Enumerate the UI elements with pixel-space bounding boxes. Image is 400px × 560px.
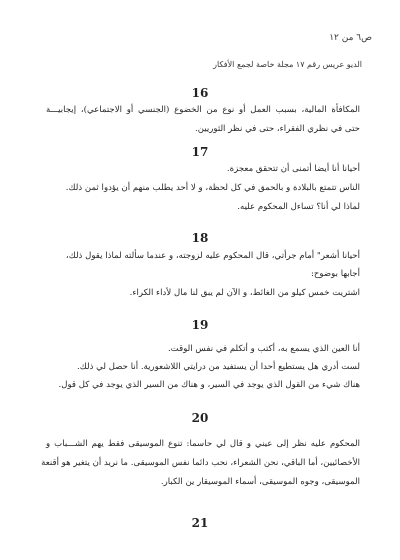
section-20-line-1: المحكوم عليه نظر إلى عيني و قال لي حاسما: تنوع الموسيقى فقط يهم الشـــباب و <box>46 439 360 449</box>
section-17-line-1: أحيانا أنا أيضا أتمنى أن تتحقق معجزة. <box>226 164 360 174</box>
section-20-line-3: الموسيقى، وجوه الموسيقى، أسماء الموسيقار ين الكبار. <box>160 477 360 487</box>
section-number-20: 20 <box>191 411 209 425</box>
section-number-19: 19 <box>191 318 209 332</box>
section-17-line-2: الناس تتمتع بالبلادة و بالحمق في كل لحظة، و لا أحد يطلب منهم أن يؤدوا ثمن ذلك. <box>65 183 360 193</box>
section-17-line-3: لماذا لي أنا؟ تساءل المحكوم عليه. <box>237 202 360 212</box>
section-number-16: 16 <box>191 86 209 100</box>
section-18-line-1: أحيانا أشعر" أمام جرأتي، قال المحكوم عليه لزوجته، و عندما سألته لماذا يقول ذلك، <box>65 251 360 261</box>
section-19-line-3: هناك شيء من القول الذي يوجد في السير، و هناك من السير الذي يوجد في كل قول. <box>58 380 360 390</box>
section-19-line-2: لست أدري هل يستطيع أحدا أن يستفيد من درايتي اللاشعورية. أنا حصل لي ذلك. <box>77 362 360 372</box>
section-16-line-1: المكافأة المالية، بسبب العمل أو نوع من الخضوع (الجنسي أو الاجتماعي)، إيجابيـــة <box>46 105 360 115</box>
section-19-line-1: أنا العين الذي يسمع به، أكتب و أتكلم في نفس الوقت. <box>167 344 360 354</box>
running-header: الديو عريس رقم ١٧ مجلة خاصة لجمع الأفكار <box>213 60 362 69</box>
section-18-line-2: أجابها بوضوح: <box>310 269 360 279</box>
section-18-line-3: اشتريت خمس كيلو من الغائط، و الآن لم يبق لنا مال لأداء الكراء. <box>129 288 360 298</box>
section-16-line-2: حتى في نظري الفقراء، حتى في نظر الثوريين. <box>195 124 360 134</box>
section-20-line-2: الأخصائيين، أما الباقي، نحن الشعراء، نحب دائما نفس الموسيقى. ما نريد أن يتغير هو أقنعة <box>41 458 360 468</box>
section-number-21: 21 <box>191 516 209 530</box>
page-number: ص٦ من ١٢ <box>329 33 372 43</box>
section-number-18: 18 <box>191 231 209 245</box>
section-number-17: 17 <box>191 145 209 159</box>
